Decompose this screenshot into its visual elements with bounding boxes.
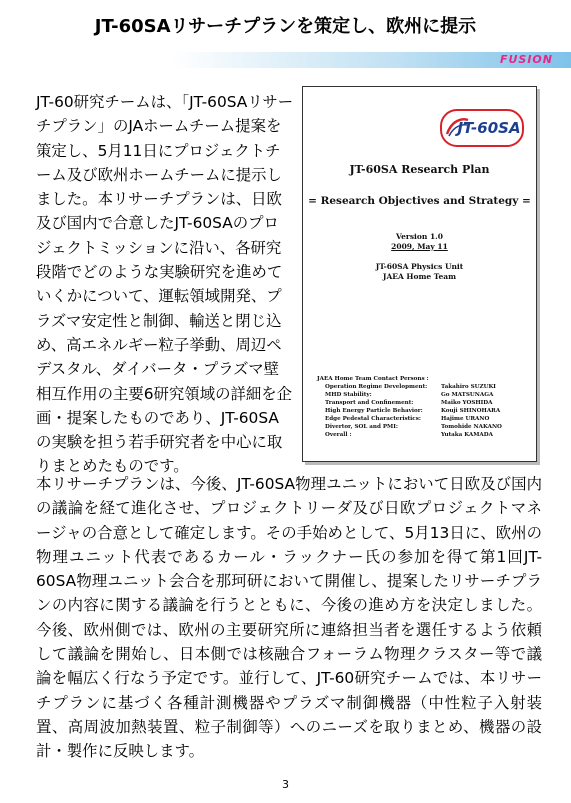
cover-title: JT-60SA Research Plan: [349, 163, 490, 176]
contacts-heading: JAEA Home Team Contact Persons :: [317, 376, 429, 382]
contact-row: [317, 415, 527, 423]
contact-role: Overall :: [325, 432, 352, 438]
cover-team: JAEA Home Team: [382, 272, 457, 281]
contact-row: [317, 423, 527, 431]
cover-team-block: [303, 262, 536, 282]
contact-role: Divertor, SOL and PMI:: [325, 424, 398, 430]
cover-version: Version 1.0: [395, 232, 444, 241]
contact-name: Maiko YOSHIDA: [441, 400, 493, 406]
contact-name: Kouji SHINOHARA: [441, 408, 501, 414]
cover-subtitle: = Research Objectives and Strategy =: [308, 195, 531, 207]
contact-name: Hajime URANO: [441, 416, 490, 422]
page-number: 3: [282, 778, 289, 791]
page-title: JT-60SAリサーチプランを策定し、欧州に提示: [94, 16, 477, 37]
intro-paragraph: JT-60研究チームは、「JT-60SAリサーチプラン」のJAホームチーム提案を策定し、5月11日にプロジェクトチーム及び欧州ホームチームに提示しました。本リサーチプランは、日欧及び国内で合意したJT-60SAのプロジェクトミッションに沿い、各研究段階でどのような実験研究を進めていくかについて、運転領域開発、プラズマ安定性と制御、輸送と閉じ込め、高エネルギー粒子挙動、周辺ペデスタル、ダイバータ・プラズマ壁相互作用の主要6研究領域の詳細を企画・提案したものであり、JT-60SAの実験を担う若手研究者を中心に取りまとめたものです。: [36, 93, 294, 476]
contact-role: Edge Pedestal Characteristics:: [325, 416, 421, 422]
contact-row: [317, 407, 527, 415]
contact-name: Takahiro SUZUKI: [441, 384, 496, 390]
research-plan-cover-image: [302, 86, 537, 462]
jt60sa-logo: [440, 109, 524, 147]
body-paragraph: 本リサーチプランは、今後、JT-60SA物理ユニットにおいて日欧及び国内の議論を経て進化させ、プロジェクトリーダ及び日欧プロジェクトマネージャの合意として確定します。その手始めとして、5月13日に、欧州の物理ユニット代表であるカール・ラックナー氏の参加を得て第1回JT-60SA物理ユニット会合を那珂研において開催し、提案したリサーチプランの内容に関する議論を行うとともに、今後の進め方を決定しました。今後、欧州側では、欧州の主要研究所に連絡担当者を選任するよう依頼して議論を開始し、日本側では核融合フォーラム物理クラスター等で議論を幅広く行なう予定です。並行して、JT-60研究チームでは、本リサーチプランに基づく各種計測機器やプラズマ制御機器（中性粒子入射装置、高周波加熱装置、粒子制御等）へのニーズを取りまとめ、機器の設計・製作に反映します。: [36, 475, 542, 761]
cover-date: 2009, May 11: [391, 242, 448, 251]
contact-name: Go MATSUNAGA: [441, 392, 494, 398]
contact-row: [317, 391, 527, 399]
section-label: FUSION: [499, 53, 553, 66]
contact-role: High Energy Particle Behavior:: [325, 408, 423, 414]
contact-role: Operation Regime Development:: [325, 384, 428, 390]
cover-unit: JT-60SA Physics Unit: [375, 262, 464, 271]
cover-version-block: [303, 232, 536, 252]
contacts-list: [317, 375, 527, 439]
contact-role: MHD Stability:: [325, 392, 372, 398]
contact-name: Yutaka KAMADA: [441, 432, 493, 438]
logo-swoosh-icon: [444, 114, 470, 140]
logo-text: JT-60SA: [457, 119, 521, 137]
section-banner: [0, 52, 571, 68]
contact-row: [317, 399, 527, 407]
contact-name: Tomohide NAKANO: [441, 424, 502, 430]
contact-role: Transport and Confinement:: [325, 400, 414, 406]
contact-row: [317, 383, 527, 391]
contact-row: [317, 431, 527, 439]
